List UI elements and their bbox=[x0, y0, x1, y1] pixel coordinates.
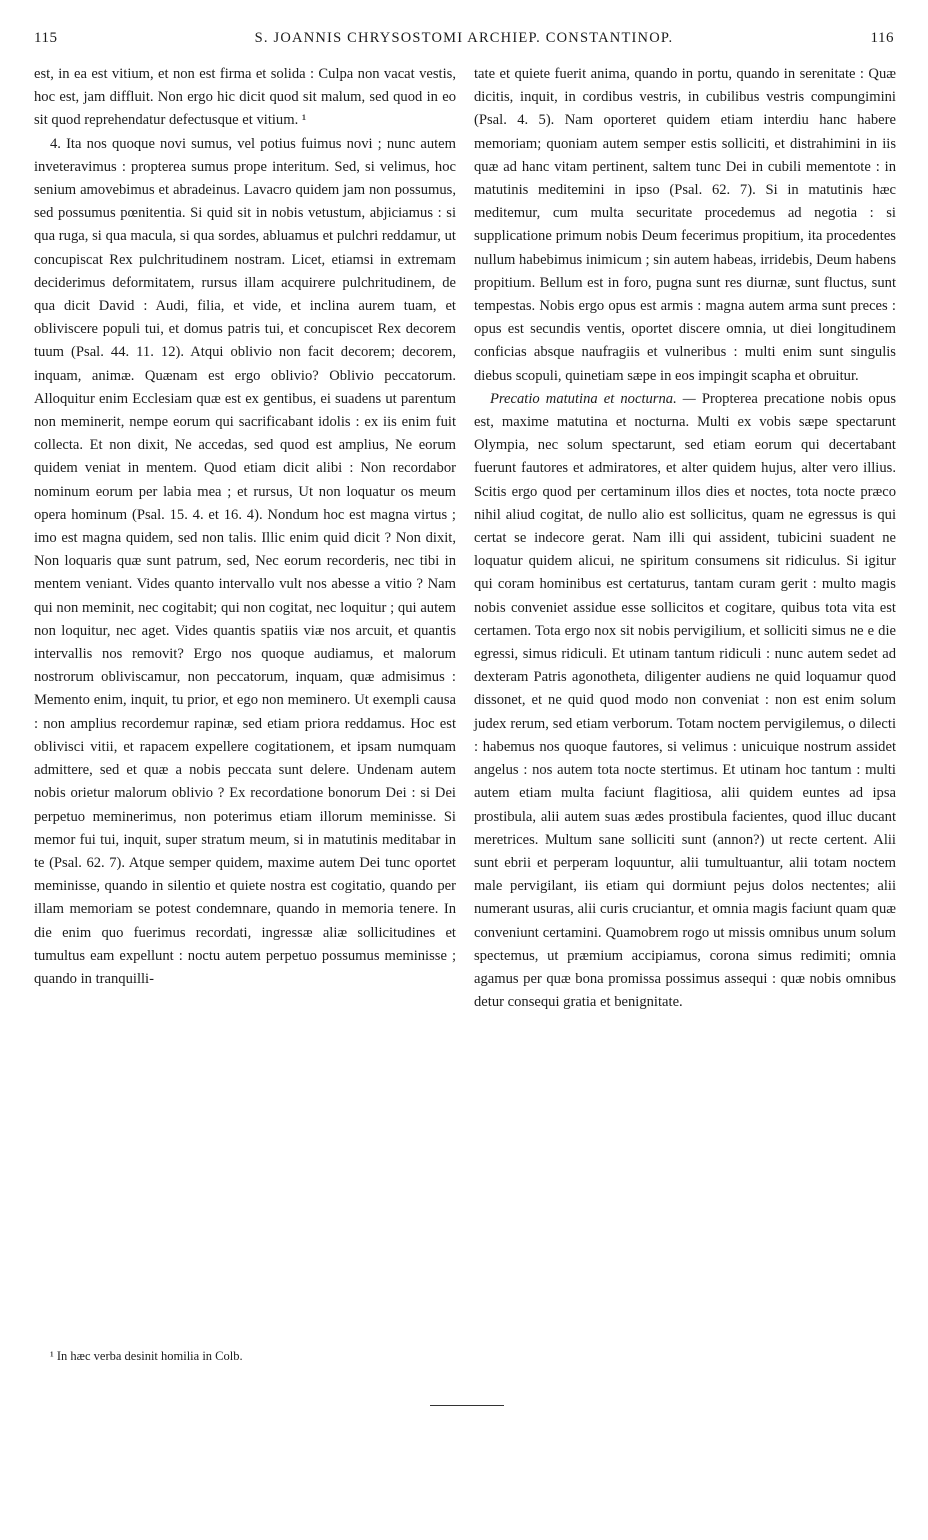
right-paragraph-2-text: Propterea precatione nobis opus est, maxime matutina et nocturna. Multi ex vobis sæpe spectarunt Olympia, nec solum spectarunt, sed etiam eorum qui decertabant fuerunt fautores et admiratores, et alter quidem hujus, alter vero illius. Scitis ergo quod per certaminum illos dies et noctes, tota nocte præco nihil aliud cogitat, de nullo alio est sollicitus, quam ne egressus is qui certat se indecore gerat. Nam illi qui assident, tubicini suadent ne loquatur quidem alicui, ne spiritum consumens sit ridiculus. Si igitur qui coram hominibus est certaturus, tantam curam gerit : multo magis nobis conveniet assidue esse sollicitos et cogitare, quibus tota vita est certamen. Tota ergo nox sit nobis pervigilium, et solliciti simus ne e die egressi, simus ridiculi. Et utinam tantum ridiculi : nunc autem sedet ad dexteram Patris agonotheta, diligenter audiens ne quid loquamur quod dissonet, et ne quid quod modo non conveniat : non est enim solum judex rerum, sed etiam verborum. Totam noctem pervigilemus, o dilecti : habemus nos quoque fautores, si velimus : unicuique nostrum assidet angelus : nos autem tota nocte stertimus. Et utinam hoc tantum : multi autem etiam multa faciunt flagitiosa, alii quidem euntes ad ipsa prostibula, alii autem suas ædes prostibula facientes, quod illuc ducant meretrices. Multum sane solliciti sunt (annon?) ut recte certent. Alii sunt ebrii et perperam loquuntur, alii tumultuantur, alii totam noctem male pervigilant, iis etiam qui dormiunt pejus dolos nectentes; alii numerant usuras, alii curis cruciantur, et omnia magis faciunt quam quæ conveniunt certamini. Quamobrem rogo ut missis omnibus unum solum spectemus, ut præmium accipiamus, corona simus redimiti; omnia agamus per quæ bona promissa possimus assequi : quæ nobis omnibus detur consequi gratia et benignitate. bbox=[474, 390, 897, 1011]
left-column bbox=[34, 63, 456, 991]
right-column bbox=[474, 63, 896, 1014]
page-number-left: 115 bbox=[34, 30, 58, 46]
page-header bbox=[34, 30, 894, 54]
closing-rule bbox=[430, 1405, 504, 1406]
page-number-right: 116 bbox=[870, 30, 894, 46]
right-paragraph-2 bbox=[474, 388, 896, 1014]
running-title: S. JOANNIS CHRYSOSTOMI ARCHIEP. CONSTANTINOP. bbox=[254, 30, 674, 46]
footnote: ¹ In hæc verba desinit homilia in Colb. bbox=[50, 1349, 243, 1363]
right-paragraph-1: tate et quiete fuerit anima, quando in portu, quando in serenitate : Quæ dicitis, inquit, in cordibus vestris, in cubilibus vestris compungimini (Psal. 4. 5). Nam oporteret quidem etiam interdiu hanc habere memoriam; quoniam autem semper estis solliciti, et distrahimini in iis quæ ad hanc vitam pertinent, saltem tunc Dei in cubili mementote : in matutinis meditemini in ipso (Psal. 62. 7). Si in matutinis hæc meditemur, cum multa securitate procedemus ad negotia : si supplicatione primum nobis Deum fecerimus propitium, ita procedentes nullum habebimus inimicum ; sin autem habeas, irridebis, Deum habens propitium. Bellum est in foro, pugna sunt res diurnæ, sunt fluctus, sunt tempestas. Nobis ergo opus est armis : magna autem arma sunt preces : opus est secundis ventis, oportet discere omnia, ut diei longitudinem conficias absque naufragiis et vulneribus : multi enim sunt singulis diebus scopuli, quinetiam sæpe in eos impingit scapha et obruitur. bbox=[474, 66, 896, 384]
left-paragraph-2: 4. Ita nos quoque novi sumus, vel potius fuimus novi ; nunc autem inveteravimus : propterea sumus prope interitum. Sed, si velimus, hoc senium amovebimus et abradeinus. Lavacro quidem jam non possumus, sed possumus pœnitentia. Si quid sit in nobis vetustum, abjiciamus : si qua ruga, si qua macula, si qua sordes, abluamus et pulchri reddamur, ut concupiscat Rex pulchritudinem nostram. Licet, etiamsi in extremam deciderimus deformitatem, rursus illam acquirere pulchritudinem, de qua dicit David : Audi, filia, et vide, et inclina aurem tuam, et obliviscere populi tui, et domus patris tui, et concupiscet Rex decorem tuum (Psal. 44. 11. 12). Atqui oblivio non facit decorem; decorem, inquam, animæ. Quænam est ergo oblivio? Oblivio peccatorum. Alloquitur enim Ecclesiam quæ est ex gentibus, ei suadens ut parentum non meminerit, nempe eorum qui sacrificabant idolis : ex iis enim fuit collecta. Et non dixit, Ne accedas, sed quod est amplius, Ne eorum quidem veniat in mentem. Quod etiam dicit alibi : Non recordabor nominum eorum per labia mea ; et rursus, Ut non loquatur os meum opera hominum (Psal. 15. 4. et 16. 4). Nondum hoc est magna virtus ; imo est magna quidem, sed non talis. Illic enim quid dicit ? Non dixit, Non loquaris quæ sunt patrum, sed, Nec eorum recorderis, nec tibi in mentem veniant. Vides quanto intervallo vult nos abesse a vitio ? Nam qui non meminit, nec cogitabit; qui non cogitat, nec loquitur ; qui autem non loquitur, nec aget. Vides quantis spatiis viæ nos arcuit, et quantis intervallis nos removit? Ergo nos quoque audiamus, et malorum nostrorum obliviscamur, non peccatorum, inquam, quæ admisimus : Memento enim, inquit, tu prior, et ego non meminero. Ut exempli causa : non amplius recordemur rapinæ, sed etiam priora reddamus. Hoc est oblivisci vitii, et rapacem expellere cogitationem, et ipsam numquam admittere, sed et quæ a nobis peccata sunt delere. Undenam autem nobis orietur malorum oblivio ? Ex recordatione bonorum Dei : si Dei perpetuo meminerimus, non poterimus etiam illorum meminisse. Si memor fui tui, inquit, super stratum meum, si in matutinis meditabar in te (Psal. 62. 7). Atque semper quidem, maxime autem Dei tunc oportet meminisse, quando in silentio et quiete nostra est cogitatio, quando per illam memoriam se potest condemnare, quando in memoria tenere. In die enim quo fuerimus recordati, ingressæ aliæ sollicitudines et tumultus eam expellunt : noctu autem perpetuo possumus meminisse ; quando in tranquilli- bbox=[34, 135, 456, 987]
section-heading: Precatio matutina et nocturna. — bbox=[490, 390, 696, 407]
left-paragraph-1: est, in ea est vitium, et non est firma et solida : Culpa non vacat vestis, hoc est, jam diffluit. Non ergo hic dicit quod sit malum, sed quod in eo sit quod reprehendatur defectusque et vitium. ¹ bbox=[34, 66, 456, 129]
